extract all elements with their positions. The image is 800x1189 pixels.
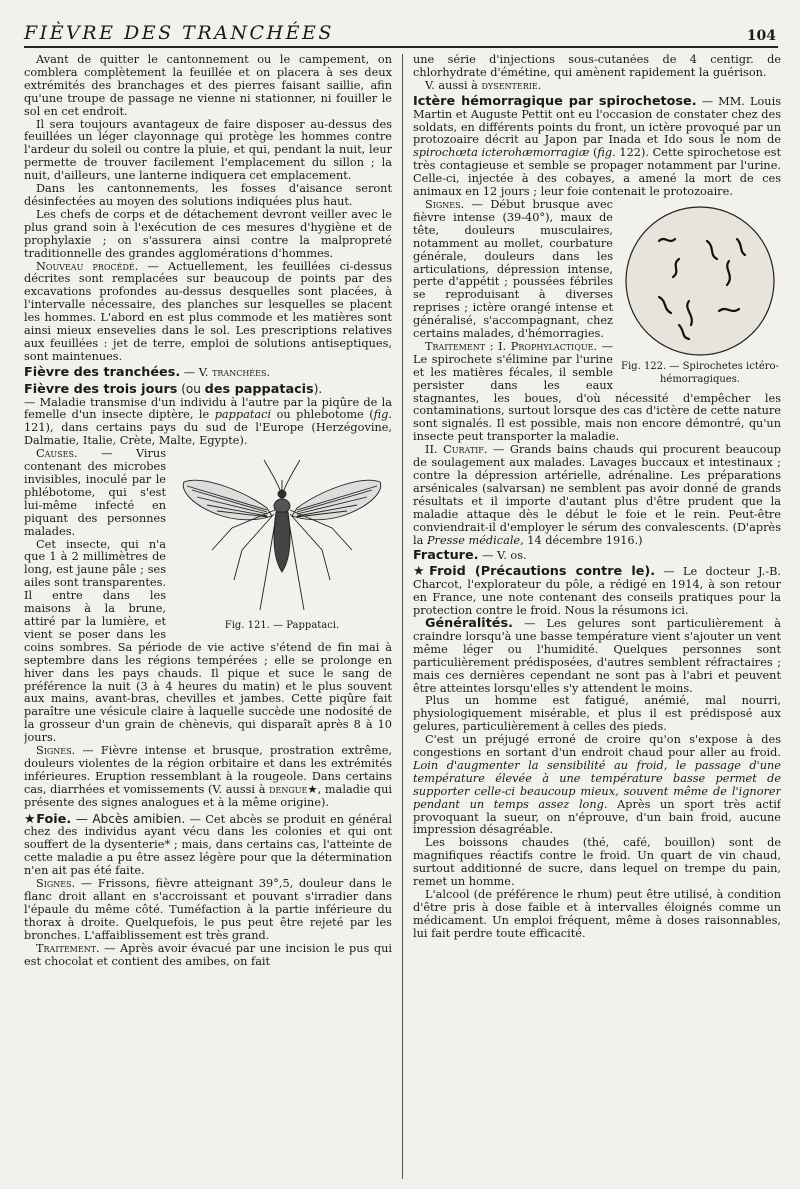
- paragraph: Plus un homme est fatigué, anémié, mal nourri, physiologiquement misérable, et plus il est prédisposé aux gelures, particulièrement à celles des pieds.: [413, 694, 781, 734]
- entry-heading: [24, 383, 392, 397]
- entry-heading: [24, 364, 392, 380]
- label: Signes.: [425, 197, 465, 211]
- paragraph: [24, 261, 392, 364]
- paragraph: Les chefs de corps et de détachement devront veiller avec le plus grand soin à l'exécution de ces mesures d'hygiène et de prophylaxie ; on s'assurera ainsi contre la malpropreté traditionnelle des grandes agglomérations d'hommes.: [24, 207, 392, 260]
- paragraph: [413, 444, 781, 547]
- text: — Frissons, fièvre atteignant 39°,5, douleur dans le flanc droit allant en s'accroissant et pouvant s'irradier dans l'épaule du même côté. Tuméfaction à la partie inférieure du thorax à droite. Quelquefois, le pus peut être rejeté par les bronches. L'affaiblissement est très grand.: [24, 877, 392, 942]
- paragraph: [24, 745, 392, 810]
- right-column: [403, 54, 781, 1179]
- heading: des pappatacis: [204, 381, 314, 397]
- text: — Maladie transmise d'un individu à l'autre par la piqûre de la femelle d'un insecte diptère, le: [24, 395, 392, 422]
- text: ou phlebotome (: [271, 408, 374, 422]
- figure-121: [172, 450, 392, 633]
- text: — Les gelures sont particulièrement à craindre lorsqu'à une basse température vient s'ajouter un vent même léger ou l'humidité. Quelques personnes sont particulièrement prédisposées, d'autres semblent réfractaires ; mais ces dernières cependant ne sont pas à l'abri et peuvent être atteintes lorsqu'elles s'y attendent le moins.: [413, 616, 781, 695]
- subheading: Généralités.: [425, 615, 513, 631]
- emphasis: Loin d'augmenter la sensibilité au froid, le passage d'une température élevée à une température basse permet de supporter celle-ci beaucoup mieux, souvent même de l'ignorer pendant un temps assez long.: [413, 758, 781, 811]
- paragraph: [413, 615, 781, 695]
- header-rule: [24, 46, 778, 48]
- heading: Ictère hémorragique par spirochetose.: [413, 93, 697, 109]
- text: (ou: [177, 381, 205, 396]
- spirochetes-illustration: [619, 201, 781, 361]
- label: II. Curatif.: [425, 443, 488, 457]
- text: — Après avoir évacué par une incision le pus qui est chocolat et contient des amibes, on fait: [24, 941, 392, 968]
- page-number: 104: [746, 28, 776, 44]
- fig-ref: fig.: [373, 408, 392, 422]
- label: Nouveau procédé.: [36, 259, 139, 273]
- text: — Cet abcès se produit en général chez des individus ayant vécu dans les colonies et qui ont souffert de la dysenterie* ; mais, dans certains cas, l'atteinte de cette maladie a pu être assez légère pour que la détermination n'en ait pas été faite.: [24, 812, 392, 878]
- columns: [24, 54, 782, 1179]
- heading: Fièvre des trois jours: [24, 381, 178, 397]
- text: — MM. Louis Martin et Auguste Pettit ont eu l'occasion de constater chez des soldats, en différents points du front, un ictère provoqué par un protozoaire décrit au Japon par Inada et Ido sous le nom de: [413, 94, 781, 147]
- paragraph: [413, 80, 781, 93]
- text: Après un sport très actif provoquant la sueur, on n'éprouve, d'un bain froid, aucune impression désagréable.: [413, 797, 781, 837]
- heading: Fracture.: [413, 548, 479, 564]
- text: — Le spirochete s'élimine par l'urine et les matières fécales, il semble persister dans les eaux stagnantes, les boues, d'où nécessité d'empêcher les contaminations, surtout lorsque des cas d'ictère de cette nature sont signalés. Il est possible, mais non encore démontré, qu'un insecte peut transporter la maladie.: [413, 339, 781, 444]
- paragraph: Avant de quitter le cantonnement ou le campement, on comblera complètement la feuillée et on placera à ses deux extrémités des branchages et des pierres faisant saillie, afin qu'une troupe de passage ne vienne ni stationner, ni fouiller le sol en cet endroit.: [24, 54, 392, 118]
- entry-heading: [413, 550, 781, 563]
- text: C'est un préjugé erroné de croire qu'on s'expose à des congestions en sortant d'un endroit chaud pour aller au froid.: [413, 733, 781, 760]
- text: (: [589, 146, 598, 160]
- species-name: spirochœta icterohæmorragiæ: [413, 146, 590, 160]
- paragraph: [413, 734, 781, 837]
- text: , maladie qui présente des signes analogues et à la même origine).: [24, 782, 392, 809]
- label: Signes.: [36, 744, 76, 758]
- paragraph: Les boissons chaudes (thé, café, bouillon) sont de magnifiques réactifs contre le froid. Un quart de vin chaud, surtout additionné de sucre, dans lequel on trempe du pain, remet un homme.: [413, 836, 781, 889]
- entry-heading: [413, 566, 781, 618]
- figure-caption: Fig. 122. — Spirochetes ictéro-hémorragiques.: [621, 360, 779, 385]
- text: — Grands bains chauds qui procurent beaucoup de soulagement aux malades. Lavages buccaux et intestinaux ; contre la dépression artérielle, adrénaline. Les préparations arsénicales (salvarsan) ne semblent pas avoir donné de grands résultats et il importe d'autant plus d'être prudent que la maladie attaque dès le début le foie et le rein. Peut-être conviendrait-il d'employer le sérum des convalescents. (D'après la: [413, 443, 781, 547]
- heading: Froid (Précautions contre le).: [429, 564, 656, 580]
- page-header: [24, 14, 778, 44]
- fig-ref: fig.: [597, 146, 616, 160]
- text: — Début brusque avec fièvre intense (39-40°), maux de tête, douleurs musculaires, notamment au mollet, courbature générale, douleurs dans les articulations, dépression intense, perte d'appétit ; poussées fébriles se reproduisant à diverses reprises ; ictère orangé intense et généralisé, s'accompagnant, chez certains malades, d'hémorragies.: [413, 197, 613, 341]
- cross-reference: dysenterie.: [481, 78, 542, 92]
- pappataci-illustration: [172, 450, 392, 620]
- cross-reference: tranchées.: [212, 365, 271, 379]
- left-column: [24, 54, 403, 1179]
- term: pappataci: [214, 408, 272, 422]
- text: — Actuellement, les feuillées ci-dessus décrites sont remplacées sur beaucoup de points par des excavations profondes au-dessus desquelles sont placées, à l'intervalle nécessaire, des planches sur lesquelles se placent les hommes. L'abord en est plus commode et les matières sont ainsi mieux ensevelies dans le sol. Les prescriptions relatives aux feuillées : jet de terre, emploi de solutions antiseptiques, sont maintenues.: [24, 259, 392, 363]
- text: , 14 décembre 1916.): [520, 533, 643, 547]
- label: Signes.: [36, 877, 76, 891]
- paragraph: [24, 878, 392, 943]
- figure-caption: Fig. 121. — Pappataci.: [224, 620, 340, 632]
- star-icon: ★: [307, 782, 318, 796]
- text: 122). Cette spirochetose est très contagieuse et semble se propager notamment par l'urine. Celle-ci, injectée à des cobayes, a amené la mort de ces animaux en 12 jours ; leur foie contenait le protozoaire.: [413, 146, 781, 199]
- cross-reference: dengue: [269, 782, 308, 796]
- paragraph: Cet insecte, qui n'a que 1 à 2 millimètres de long, est jaune pâle ; ses ailes sont transparentes. Il entre dans les maisons à la brune, attiré par la lumière, et vient se poser dans les coins sombres. Sa période de vie active s'étend de fin mai à septembre dans les régions tempérées ; elle se prolonge en hiver dans les pays chauds. Il pique et suce le sang de préférence la nuit (3 à 4 heures du matin) et le plus souvent aux mains, avant-bras, chevilles et jambes. Cette piqûre fait paraître une vésicule claire à laquelle succède une nodosité de la grosseur d'un grain de chènevis, qui disparaît après 8 à 10 jours.: [24, 537, 392, 745]
- paragraph: Dans les cantonnements, les fosses d'aisance seront désinfectées au moyen des solutions indiquées plus haut.: [24, 182, 392, 208]
- subheading: — Abcès amibien.: [71, 811, 186, 826]
- paragraph: [24, 943, 392, 969]
- text: 121), dans certains pays du sud de l'Europe (Herzégovine, Dalmatie, Italie, Crète, Malte, Egypte).: [24, 421, 392, 448]
- paragraph: [24, 397, 392, 449]
- text: — V.: [180, 365, 213, 379]
- entry-heading: [24, 813, 392, 879]
- label: Traitement : I. Prophylactique.: [425, 339, 598, 353]
- text: — Le docteur J.-B. Charcot, l'explorateur du pôle, a rédigé en 1914, à son retour en France, une note contenant des conseils pratiques pour la protection contre le froid. Nous la résumons ici.: [413, 565, 781, 618]
- paragraph: Il sera toujours avantageux de faire disposer au-dessus des feuillées un léger clayonnage qui protège les hommes contre l'ardeur du soleil ou contre la pluie, et qui, pendant la nuit, leur permette de trouver facilement l'emplacement du sillon ; la nuit, d'ailleurs, une lanterne indiquera cet emplacement.: [24, 117, 392, 183]
- figure-122: [619, 201, 781, 387]
- label: Causes.: [36, 447, 78, 461]
- heading: Foie.: [36, 811, 72, 827]
- paragraph: une série d'injections sous-cutanées de 4 centigr. de chlorhydrate d'émétine, qui amènent rapidement la guérison.: [413, 54, 781, 79]
- entry-heading: [413, 93, 781, 199]
- heading: Fièvre des tranchées.: [24, 364, 181, 380]
- cross-reference: — V. os.: [478, 549, 527, 563]
- label: Traitement.: [36, 941, 100, 955]
- paragraph: L'alcool (de préférence le rhum) peut être utilisé, à condition d'être pris à dose faible et à intervalles éloignés comme un médicament. Un emploi fréquent, même à doses raisonnables, lui fait perdre toute efficacité.: [413, 888, 781, 940]
- star-icon: ★: [413, 564, 430, 580]
- text: — Virus contenant des microbes invisibles, inoculé par le phlébotome, qui s'est lui-même infecté en piquant des personnes malades.: [24, 447, 166, 538]
- text: — Fièvre intense et brusque, prostration extrême, douleurs violentes de la région orbitaire et dans les extrémités inférieures. Eruption ressemblant à la rougeole. Dans certains cas, diarrhées et vomissements (V. aussi à: [24, 744, 392, 796]
- star-icon: ★: [24, 811, 37, 827]
- running-title: FIÈVRE DES TRANCHÉES: [24, 22, 334, 44]
- text: V. aussi à: [425, 78, 482, 92]
- text: ).: [313, 381, 323, 396]
- journal-name: Presse médicale: [426, 533, 521, 547]
